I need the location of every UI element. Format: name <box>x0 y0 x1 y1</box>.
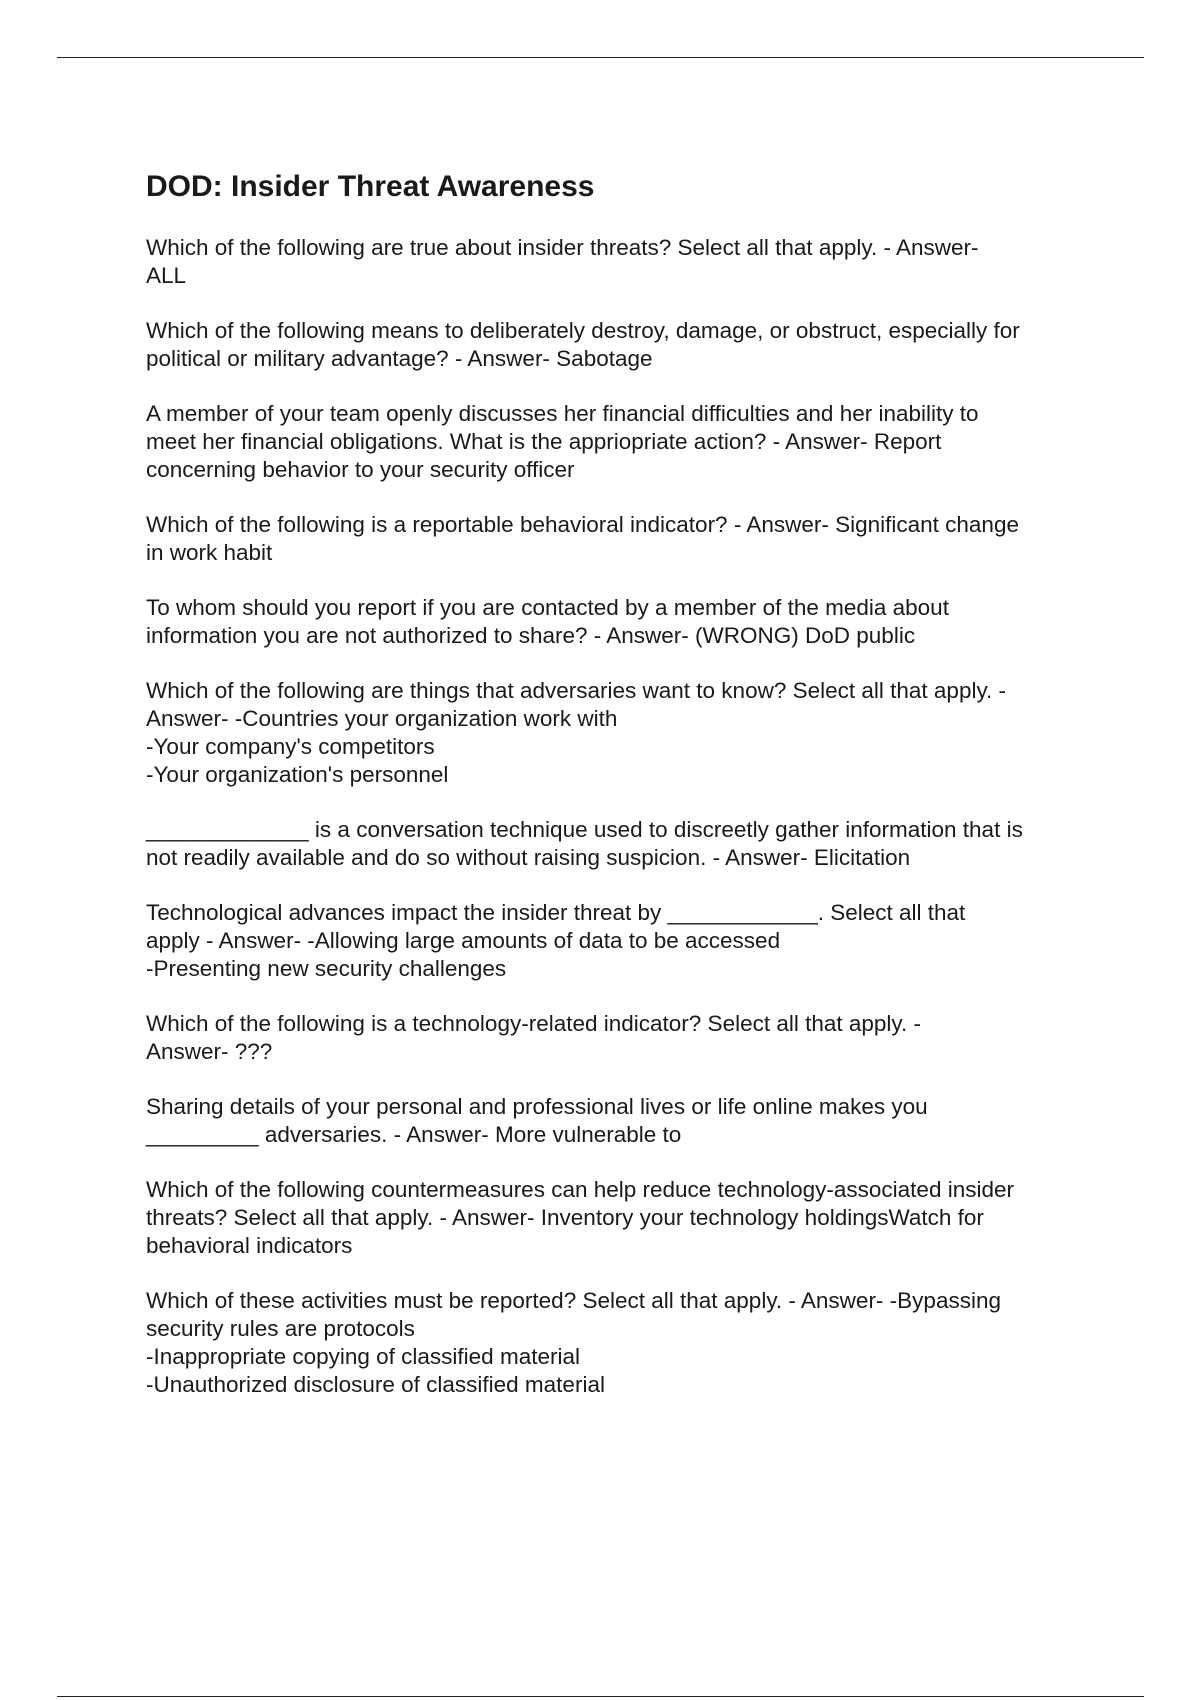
qa-item: Technological advances impact the insider threat by ____________. Select all that apply - Answer- -Allowing large amounts of data to be accessed -Presenting new security challenges <box>146 899 966 981</box>
qa-item: Which of the following are true about insider threats? Select all that apply. - Answer- ALL <box>146 234 979 288</box>
footer-rule <box>57 1696 1144 1697</box>
header-rule <box>57 57 1144 58</box>
qa-item: Sharing details of your personal and professional lives or life online makes you _________ adversaries. - Answer- More vulnerable to <box>146 1093 928 1147</box>
document-title: DOD: Insider Threat Awareness <box>146 170 595 203</box>
qa-item: Which of these activities must be reported? Select all that apply. - Answer- -Bypassing security rules are protocols -Inappropriate copying of classified material -Unauthorized disclosure of classified material <box>146 1287 1001 1397</box>
qa-item: Which of the following are things that adversaries want to know? Select all that apply. - Answer- -Countries your organization work with -Your company's competitors -Your organization's personnel <box>146 677 1007 787</box>
document-body <box>146 168 1096 1426</box>
qa-item: To whom should you report if you are contacted by a member of the media about information you are not authorized to share? - Answer- (WRONG) DoD public <box>146 594 949 648</box>
qa-item: Which of the following countermeasures can help reduce technology-associated insider threats? Select all that apply. - Answer- Inventory your technology holdingsWatch for behavioral indicators <box>146 1176 1014 1258</box>
qa-item: Which of the following means to deliberately destroy, damage, or obstruct, especially for political or military advantage? - Answer- Sabotage <box>146 317 1020 371</box>
qa-item: Which of the following is a reportable behavioral indicator? - Answer- Significant change in work habit <box>146 511 1019 565</box>
qa-item: _____________ is a conversation technique used to discreetly gather information that is not readily available and do so without raising suspicion. - Answer- Elicitation <box>146 816 1023 870</box>
qa-item: Which of the following is a technology-related indicator? Select all that apply. - Answer- ??? <box>146 1010 921 1064</box>
qa-item: A member of your team openly discusses her financial difficulties and her inability to meet her financial obligations. What is the appriopriate action? - Answer- Report concerning behavior to your security officer <box>146 400 979 482</box>
